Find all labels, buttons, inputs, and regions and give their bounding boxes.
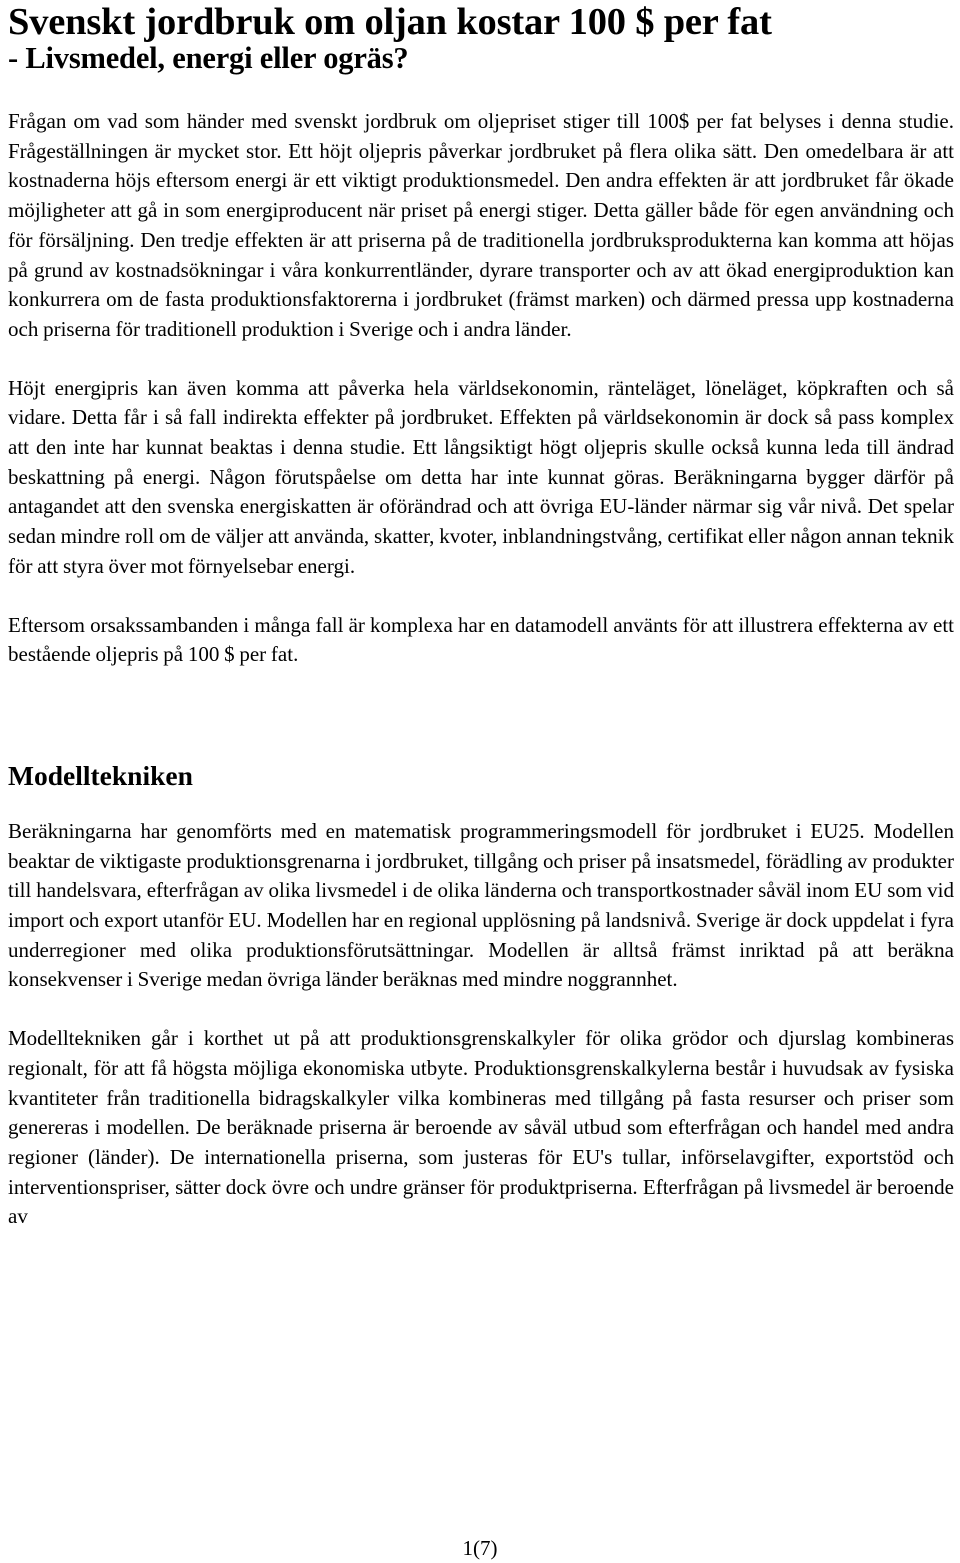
- document-page: [8, 0, 954, 1232]
- title-line-2: - Livsmedel, energi eller ogräs?: [8, 41, 409, 75]
- intro-paragraph-1: Frågan om vad som händer med svenskt jordbruk om oljepriset stiger till 100$ per fat belyses i denna studie. Frågeställningen är mycket stor. Ett höjt oljepris påverkar jordbruket på flera olika sätt. Den omedelbara är att kostnaderna höjs eftersom energi är ett viktigt produktionsmedel. Den andra effekten är att jordbruket får ökade möjligheter att gå in som energiproducent när priset på energi stiger. Detta gäller både för egen användning och för försäljning. Den tredje effekten är att priserna på de traditionella jordbruksprodukterna kan komma att höjas på grund av kostnadsökningar i våra konkurrentländer, dyrare transporter och av att ökad energiproduktion kan konkurrera om de fasta produktionsfaktorerna i jordbruket (främst marken) och därmed pressa upp kostnaderna och priserna för traditionell produktion i Sverige och i andra länder.: [8, 109, 954, 341]
- document-title: [8, 2, 954, 74]
- section-paragraph-1: Beräkningarna har genomförts med en matematisk programmeringsmodell för jordbruket i EU25. Modellen beaktar de viktigaste produktionsgrenarna i jordbruket, tillgång och priser på insatsmedel, förädling av produkter till handelsvara, efterfrågan av olika livsmedel i de olika länderna och transportkostnader såväl inom EU som vid import och export utanför EU. Modellen har en regional upplösning på landsnivå. Sverige är dock uppdelat i fyra underregioner med olika produktionsförutsättningar. Modellen är alltså främst inriktad på att beräkna konsekvenser i Sverige medan övriga länder beräknas med mindre noggrannhet.: [8, 818, 954, 992]
- intro-paragraph-3: Eftersom orsakssambanden i många fall är komplexa har en datamodell använts för att illustrera effekterna av ett bestående oljepris på 100 $ per fat.: [8, 612, 954, 667]
- section-heading: Modelltekniken: [8, 759, 193, 791]
- section-paragraph-2: Modelltekniken går i korthet ut på att produktionsgrenskalkyler för olika grödor och djurslag kombineras regionalt, för att få högsta möjliga ekonomiska utbyte. Produktionsgrenskalkylerna består i huvudsak av fysiska kvantiteter från traditionella bidragskalkyler vilka kombineras med tillgång på fasta resurser och priser som genereras i modellen. De beräknade priserna är beroende av såväl utbud som efterfrågan och handel med andra regioner (länder). De internationella priserna, som justeras för EU's tullar, införselavgifter, exportstöd och interventionspriser, sätter dock övre och undre gränser för produktpriserna. Efterfrågan på livsmedel är beroende av: [8, 1026, 954, 1229]
- page-number: 1(7): [462, 1536, 498, 1560]
- intro-paragraph-2: Höjt energipris kan även komma att påverka hela världsekonomin, ränteläget, löneläget, köpkraften och så vidare. Detta får i så fall indirekta effekter på jordbruket. Effekten på världsekonomin är dock så pass komplex att den inte har kunnat beaktas i denna studie. Ett långsiktigt högt oljepris skulle också kunna leda till ändrad beskattning på energi. Någon förutspåelse om detta har inte kunnat göras. Beräkningarna bygger därför på antagandet att den svenska energiskatten är oförändrad och att övriga EU-länder närmar sig vår nivå. Det spelar sedan mindre roll om de väljer att använda, skatter, kvoter, inblandningstvång, certifikat eller någon annan teknik för att styra över mot förnyelsebar energi.: [8, 375, 954, 578]
- title-line-1: Svenskt jordbruk om oljan kostar 100 $ per fat: [8, 1, 772, 43]
